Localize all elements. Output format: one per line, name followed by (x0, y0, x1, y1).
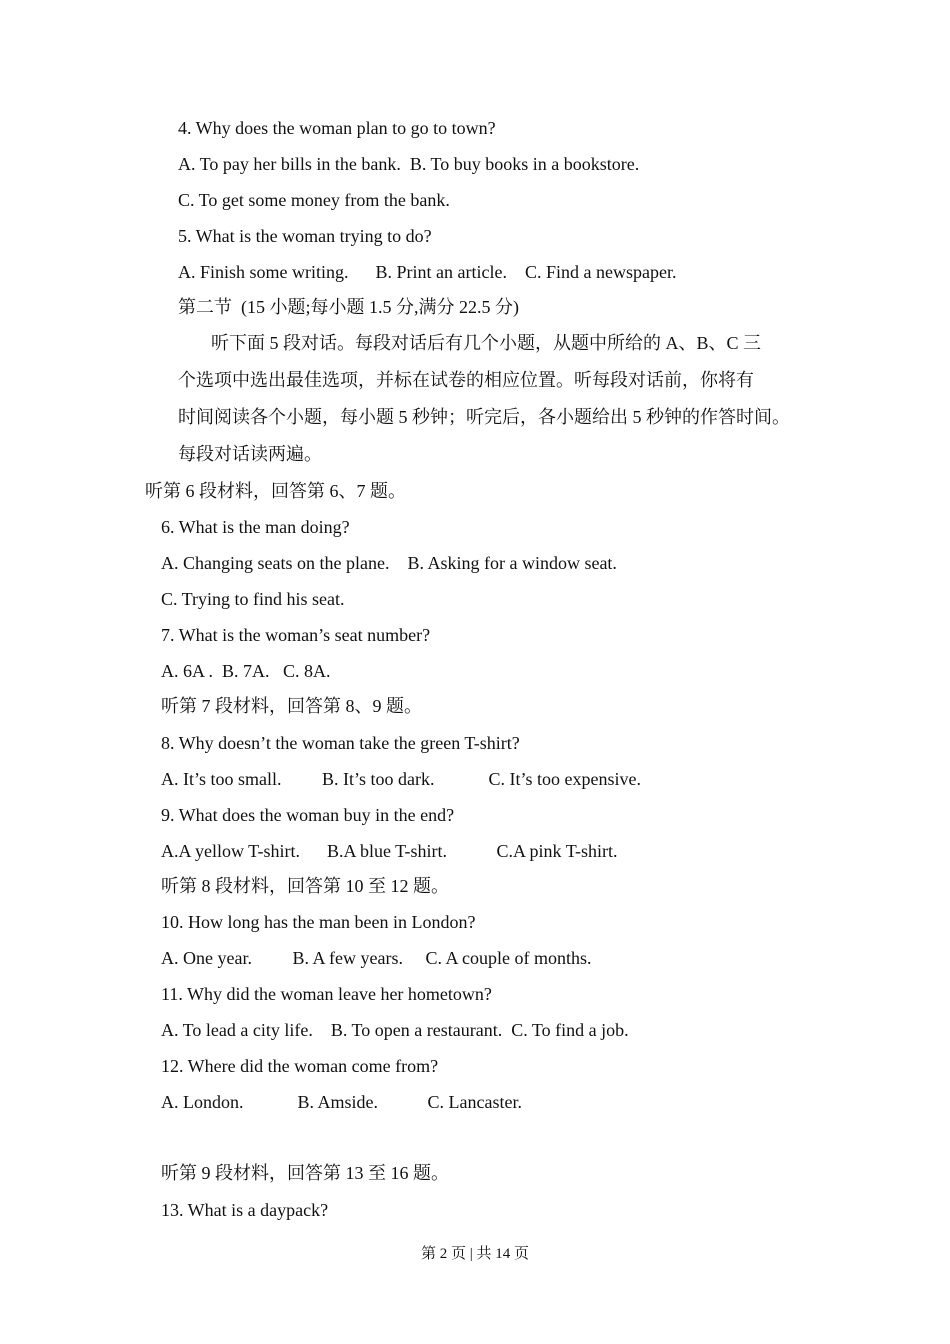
section-2-heading: 第二节 (15 小题;每小题 1.5 分,满分 22.5 分) (178, 297, 519, 317)
question-7-options: A. 6A . B. 7A. C. 8A. (161, 661, 331, 681)
question-4: 4. Why does the woman plan to go to town? (178, 118, 496, 138)
question-12: 12. Where did the woman come from? (161, 1056, 439, 1076)
question-5: 5. What is the woman trying to do? (178, 226, 432, 246)
question-11: 11. Why did the woman leave her hometown? (161, 984, 492, 1004)
passage-7-heading: 听第 7 段材料，回答第 8、9 题。 (161, 696, 422, 716)
question-6: 6. What is the man doing? (161, 517, 350, 537)
passage-8-heading: 听第 8 段材料，回答第 10 至 12 题。 (161, 876, 449, 896)
question-9: 9. What does the woman buy in the end? (161, 805, 455, 825)
question-6-options-a-b: A. Changing seats on the plane. B. Asking for a window seat. (161, 553, 617, 573)
passage-9-heading: 听第 9 段材料，回答第 13 至 16 题。 (161, 1163, 449, 1183)
question-12-options: A. London. B. Amside. C. Lancaster. (161, 1092, 522, 1112)
question-4-options-a-b: A. To pay her bills in the bank. B. To buy books in a bookstore. (178, 154, 640, 174)
question-5-options: A. Finish some writing. B. Print an article. C. Find a newspaper. (178, 262, 677, 282)
section-2-instructions-line-4: 每段对话读两遍。 (178, 444, 322, 464)
question-11-options: A. To lead a city life. B. To open a restaurant. C. To find a job. (161, 1020, 629, 1040)
question-10: 10. How long has the man been in London? (161, 912, 476, 932)
question-13: 13. What is a daypack? (161, 1200, 329, 1220)
question-7: 7. What is the woman’s seat number? (161, 625, 431, 645)
question-10-options: A. One year. B. A few years. C. A couple of months. (161, 948, 592, 968)
question-6-option-c: C. Trying to find his seat. (161, 589, 345, 609)
question-8-options: A. It’s too small. B. It’s too dark. C. It’s too expensive. (161, 769, 641, 789)
question-4-option-c: C. To get some money from the bank. (178, 190, 450, 210)
passage-6-heading: 听第 6 段材料，回答第 6、7 题。 (145, 481, 406, 501)
question-8: 8. Why doesn’t the woman take the green T-shirt? (161, 733, 520, 753)
section-2-instructions-line-1: 听下面 5 段对话。每段对话后有几个小题，从题中所给的 A、B、C 三 (211, 333, 762, 353)
question-9-options: A.A yellow T-shirt. B.A blue T-shirt. C.A pink T-shirt. (161, 841, 618, 861)
section-2-instructions-line-2: 个选项中选出最佳选项，并标在试卷的相应位置。听每段对话前，你将有 (178, 370, 754, 390)
section-2-instructions-line-3: 时间阅读各个小题，每小题 5 秒钟；听完后，各小题给出 5 秒钟的作答时间。 (178, 407, 790, 427)
page-footer: 第 2 页 | 共 14 页 (420, 1246, 529, 1262)
